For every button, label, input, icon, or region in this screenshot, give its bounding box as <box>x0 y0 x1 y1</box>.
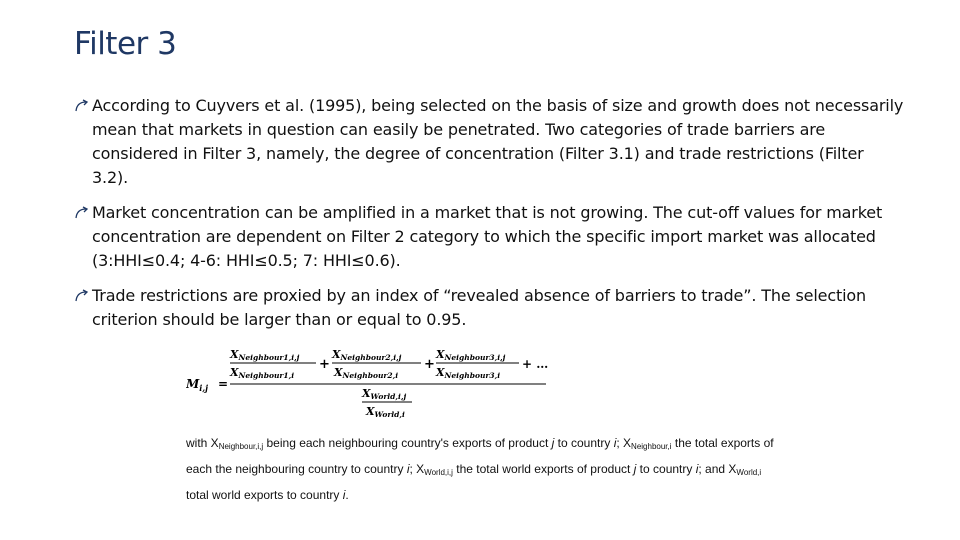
formula-den3: XNeighbour3,i <box>436 366 501 380</box>
bullet-item <box>74 94 904 190</box>
bullet-text: Market concentration can be amplified in a market that is not growing. The cut-off values for market concentration are dependent on Filter 2 category to which the specific import market was allocated (3:HHI≤0.4; 4-6: HHI≤0.5; 7: HHI≤0.6). <box>92 203 883 270</box>
bullet-item <box>74 201 904 273</box>
formula-num3: XNeighbour3,i,j <box>436 348 506 362</box>
formula-num2: XNeighbour2,i,j <box>332 348 402 362</box>
bullet-text: Trade restrictions are proxied by an index of “revealed absence of barriers to trade”. The selection criterion should be larger than or equal to 0.95. <box>92 286 867 329</box>
formula-num1: XNeighbour1,i,j <box>230 348 300 362</box>
formula-world-num: XWorld,i,j <box>362 387 407 401</box>
bullet-item <box>74 284 904 332</box>
curved-arrow-bullet-icon <box>74 206 90 220</box>
formula-plus: + <box>319 357 330 372</box>
formula-ellipsis: + … <box>522 357 549 371</box>
formula-den1: XNeighbour1,i <box>230 366 295 380</box>
formula-den2: XNeighbour2,i <box>334 366 399 380</box>
bullet-text: According to Cuyvers et al. (1995), being selected on the basis of size and growth does not necessarily mean that markets in question can easily be penetrated. Two categories of trade barriers are considered in Filter 3, namely, the degree of concentration (Filter 3.1) and trade restrictions (Filter 3.2). <box>92 96 904 187</box>
formula-plus: + <box>424 357 435 372</box>
curved-arrow-bullet-icon <box>74 289 90 303</box>
curved-arrow-bullet-icon <box>74 99 90 113</box>
formula-note: with $X_{Neighbour,i,j}$ being each neighbouring country's exports of product j to country i; $X_{Neighbour,i}$ the total exports of each the neighbouring country to country i; $X_{World,i,j}$ the total world exports of product j to country i; and $X_{World,i}$ total world exports to country i. <box>186 436 774 502</box>
bullet-list <box>74 94 904 343</box>
formula-image <box>186 344 566 422</box>
formula-lhs: $M_{i,j}$ <box>186 377 209 393</box>
formula-world-den: XWorld,i <box>366 405 405 419</box>
formula-equals: = <box>218 377 229 391</box>
slide-title: Filter 3 <box>74 26 177 62</box>
